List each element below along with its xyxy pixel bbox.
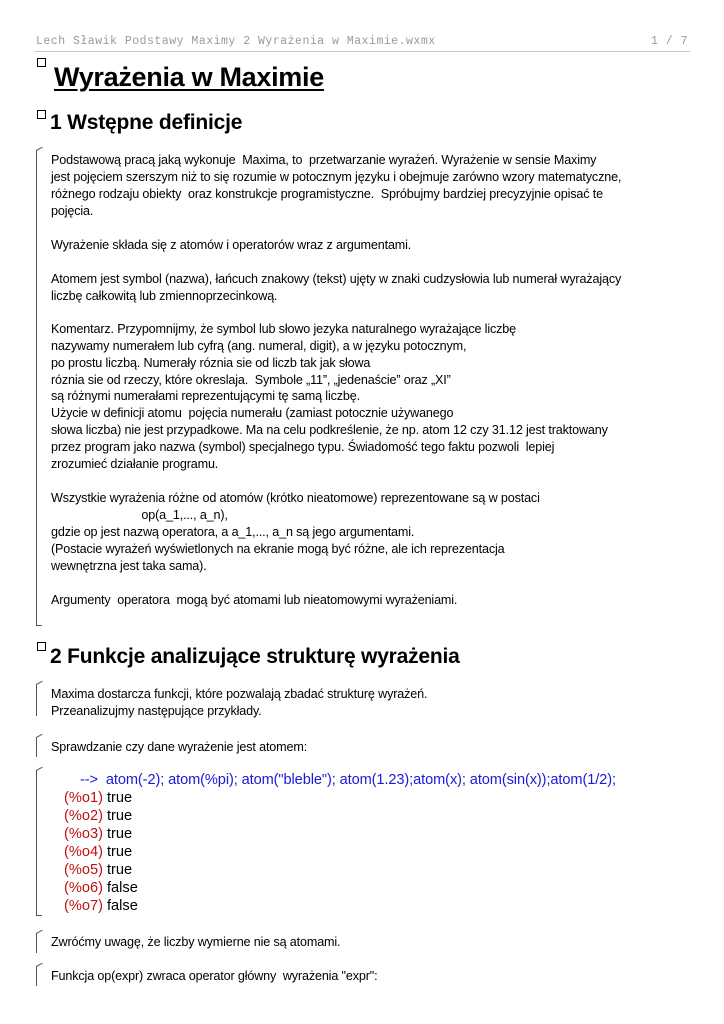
text-line: różnego rodzaju obiekty oraz konstrukcje programistyczne. Spróbujmy bardziej precyzyjnie opisać te <box>51 187 603 201</box>
output-label: (%o5) <box>64 862 103 878</box>
text-line: gdzie op jest nazwą operatora, a a_1,..., a_n są jego argumentami. <box>51 525 415 539</box>
cell-collapse-box-section-2[interactable] <box>37 642 46 651</box>
text-line: Użycie w definicji atomu pojęcia numerału (zamiast potocznie używanego <box>51 406 454 420</box>
text-line: Maxima dostarcza funkcji, które pozwalają zbadać strukturę wyrażeń. <box>51 687 428 701</box>
cell-collapse-box-section-1[interactable] <box>37 110 46 119</box>
section-title: Funkcje analizujące strukturę wyrażenia <box>67 645 460 668</box>
output-line <box>64 844 132 860</box>
text-line: Funkcja op(expr) zwraca operator główny wyrażenia "expr": <box>51 969 378 983</box>
output-line <box>64 826 132 842</box>
text-line: zrozumieć działanie programu. <box>51 457 219 471</box>
output-value: true <box>107 826 133 842</box>
cell-bracket-code[interactable] <box>36 770 43 916</box>
output-label: (%o6) <box>64 880 103 896</box>
text-line: przez program jako nazwa (symbol) specjalnego typu. Świadomość tego faktu pozwoli lepiej <box>51 440 555 454</box>
text-line: Komentarz. Przypomnijmy, że symbol lub słowo jezyka naturalnego wyrażające liczbę <box>51 322 516 336</box>
text-line: Podstawową pracą jaką wykonuje Maxima, to przetwarzanie wyrażeń. Wyrażenie w sensie Maximy <box>51 153 597 167</box>
section-heading-2 <box>50 645 460 669</box>
output-line <box>64 880 138 896</box>
output-line <box>64 790 132 806</box>
output-label: (%o1) <box>64 790 103 806</box>
output-value: true <box>107 862 133 878</box>
text-line: róznia sie od rzeczy, które okreslaja. Symbole „11”, „jedenaście” oraz „XI” <box>51 373 451 387</box>
page-title: Wyrażenia w Maximie <box>54 62 324 92</box>
output-label: (%o2) <box>64 808 103 824</box>
cell-bracket-text-2[interactable] <box>36 684 43 716</box>
text-line: Sprawdzanie czy dane wyrażenie jest atomem: <box>51 740 308 754</box>
output-line <box>64 862 132 878</box>
text-line: Argumenty operatora mogą być atomami lub nieatomowymi wyrażeniami. <box>51 593 458 607</box>
text-line: Przeanalizujmy następujące przykłady. <box>51 704 262 718</box>
output-line <box>64 808 132 824</box>
output-label: (%o7) <box>64 898 103 914</box>
text-line: Wyrażenie składa się z atomów i operatorów wraz z argumentami. <box>51 238 412 252</box>
output-value: false <box>107 898 138 914</box>
output-value: true <box>107 808 133 824</box>
text-line: Zwróćmy uwagę, że liczby wymierne nie są atomami. <box>51 935 341 949</box>
section-number: 2 <box>50 645 62 668</box>
text-line: po prostu liczbą. Numerały róznia sie od liczb tak jak słowa <box>51 356 371 370</box>
section-heading-1 <box>50 111 242 135</box>
code-input[interactable] <box>80 772 616 788</box>
input-expression: atom(-2); atom(%pi); atom("bleble"); atom(1.23);atom(x); atom(sin(x));atom(1/2); <box>105 772 616 788</box>
output-value: true <box>107 844 133 860</box>
section-title: Wstępne definicje <box>67 111 243 134</box>
text-line: Atomem jest symbol (nazwa), łańcuch znakowy (tekst) ujęty w znaki cudzysłowia lub numerał wyrażający <box>51 272 622 286</box>
text-line: (Postacie wyrażeń wyświetlonych na ekranie mogą być różne, ale ich reprezentacja <box>51 542 505 556</box>
text-line: nazywamy numerałem lub cyfrą (ang. numeral, digit), a w języku potocznym, <box>51 339 467 353</box>
section-number: 1 <box>50 111 62 134</box>
page-indicator: 1 / 7 <box>650 35 688 48</box>
text-line: pojęcia. <box>51 204 94 218</box>
cell-bracket-text-5[interactable] <box>36 966 43 986</box>
cell-bracket-text-1[interactable] <box>36 150 43 626</box>
page-header <box>36 35 688 48</box>
cell-bracket-text-3[interactable] <box>36 737 43 757</box>
input-prompt: --> <box>80 772 98 788</box>
document-title: Lech Sławik Podstawy Maximy 2 Wyrażenia w Maximie.wxmx <box>36 35 436 48</box>
text-line: op(a_1,..., a_n), <box>51 508 228 522</box>
output-line <box>64 898 138 914</box>
text-line: jest pojęciem szerszym niż to się rozumie w potocznym języku i obejmuje zarówno wzory matematyczne, <box>51 170 622 184</box>
text-line: słowa liczba) nie jest przypadkowe. Ma na celu podkreślenie, że np. atom 12 czy 31.12 jest traktowany <box>51 423 608 437</box>
text-line: wewnętrzna jest taka sama). <box>51 559 207 573</box>
output-value: true <box>107 790 133 806</box>
text-line: są różnymi numerałami reprezentującymi tę samą liczbę. <box>51 389 360 403</box>
text-line: liczbę całkowitą lub zmiennoprzecinkową. <box>51 289 278 303</box>
text-line: Wszystkie wyrażenia różne od atomów (krótko nieatomowe) reprezentowane są w postaci <box>51 491 540 505</box>
output-label: (%o4) <box>64 844 103 860</box>
cell-collapse-box-title[interactable] <box>37 58 46 67</box>
cell-bracket-text-4[interactable] <box>36 933 43 953</box>
output-value: false <box>107 880 138 896</box>
header-divider <box>34 51 690 52</box>
output-label: (%o3) <box>64 826 103 842</box>
